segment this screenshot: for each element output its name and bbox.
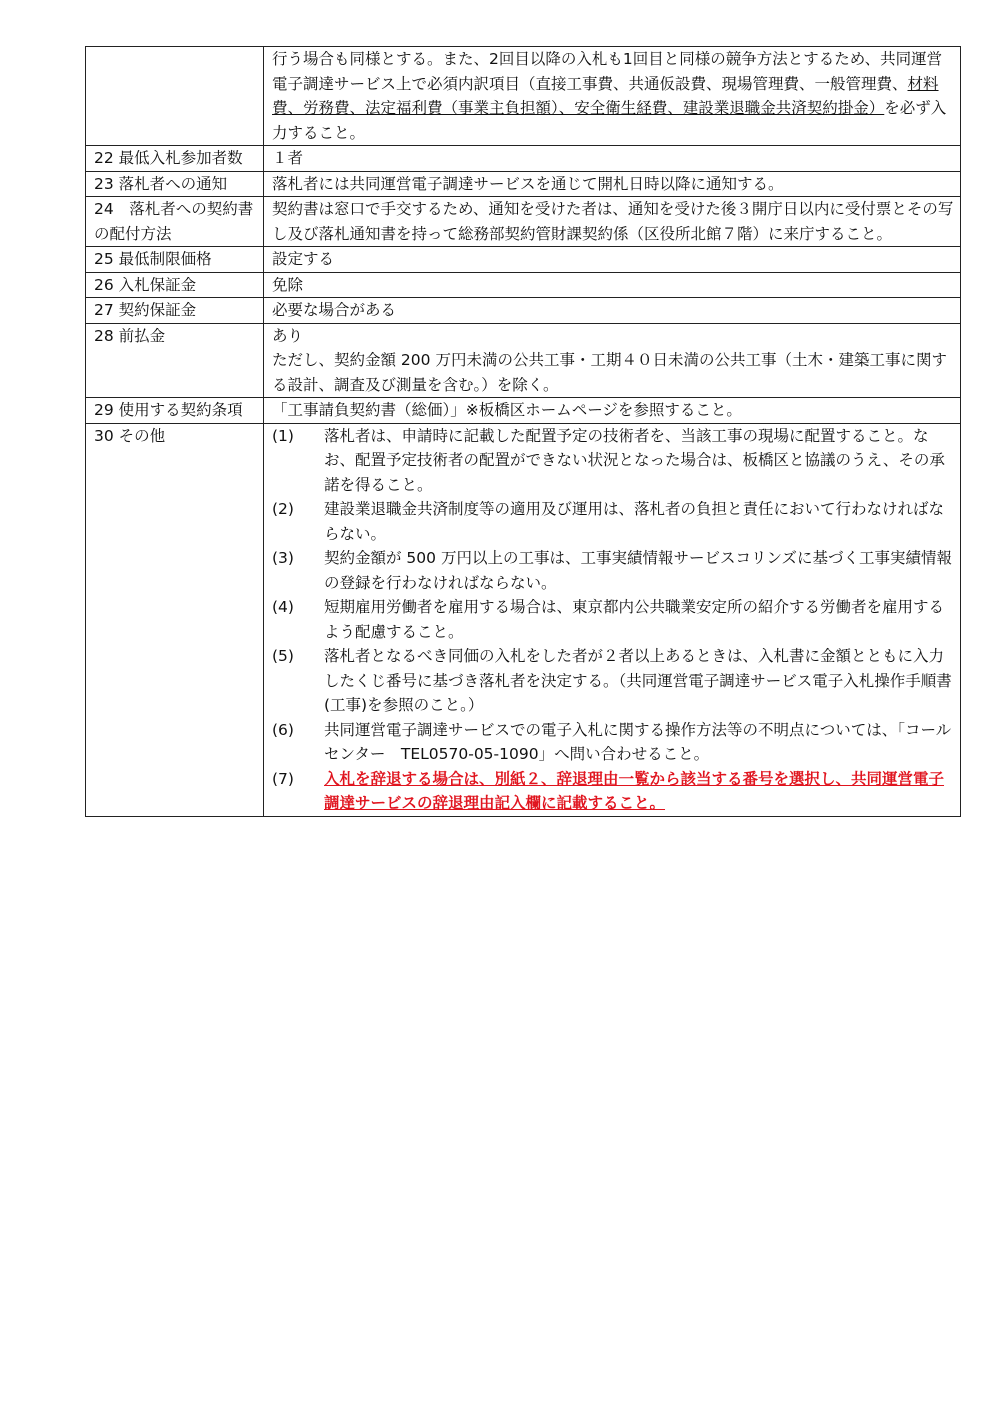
row-label: 28 前払金 — [86, 323, 264, 398]
row-value — [264, 47, 961, 146]
note-number: (7) — [272, 769, 294, 788]
note-text: 建設業退職金共済制度等の適用及び運用は、落札者の負担と責任において行わなければならない。 — [324, 500, 945, 543]
table-row — [86, 272, 961, 298]
row-label: 30 その他 — [86, 423, 264, 816]
row-value: 「工事請負契約書（総価）」※板橋区ホームページを参照すること。 — [264, 398, 961, 424]
row-value — [264, 423, 961, 816]
note-text: 落札者は、申請時に記載した配置予定の技術者を、当該工事の現場に配置すること。なお、配置予定技術者の配置ができない状況となった場合は、板橋区と協議のうえ、その承諾を得ること。 — [324, 426, 945, 494]
row-value: 免除 — [264, 272, 961, 298]
list-item — [272, 424, 954, 498]
list-item — [272, 595, 954, 644]
note-text: 落札者となるべき同価の入札をした者が２者以上あるときは、入札書に金額とともに入力したくじ番号に基づき落札者を決定する。（共同運営電子調達サービス電子入札操作手順書(工事)を参照のこと。） — [324, 647, 952, 714]
other-notes-list — [272, 424, 954, 816]
row-label: 27 契約保証金 — [86, 298, 264, 324]
note-text: 契約金額が 500 万円以上の工事は、工事実績情報サービスコリンズに基づく工事実績情報の登録を行わなければならない。 — [324, 549, 952, 592]
row-label: 26 入札保証金 — [86, 272, 264, 298]
list-item — [272, 718, 954, 767]
prepayment-exception: ただし、契約金額 200 万円未満の公共工事・工期４０日未満の公共工事（土木・建築工事に関する設計、調査及び測量を含む。）を除く。 — [272, 351, 947, 394]
value-text: を必ず入力すること。 — [272, 99, 947, 142]
highlighted-note-text: 入札を辞退する場合は、別紙２、辞退理由一覧から該当する番号を選択し、共同運営電子調達サービスの辞退理由記入欄に記載すること。 — [324, 769, 945, 812]
value-text: 行う場合も同様とする。また、2回目以降の入札も1回目と同様の競争方法とするため、共同運営電子調達サービス上で必須内訳項目（直接工事費、共通仮設費、現場管理費、一般管理費、 — [272, 50, 943, 93]
list-item — [272, 497, 954, 546]
row-label: 23 落札者への通知 — [86, 171, 264, 197]
table-row — [86, 197, 961, 247]
note-number: (4) — [272, 598, 294, 616]
list-item — [272, 644, 954, 718]
table-row — [86, 146, 961, 172]
table-row — [86, 171, 961, 197]
row-value — [264, 323, 961, 398]
prepayment-value: あり — [272, 326, 304, 345]
row-value: 契約書は窓口で手交するため、通知を受けた者は、通知を受けた後３開庁日以内に受付票とその写し及び落札通知書を持って総務部契約管財課契約係（区役所北館７階）に来庁すること。 — [264, 197, 961, 247]
note-number: (6) — [272, 720, 294, 739]
note-number: (2) — [272, 500, 294, 518]
note-text: 共同運営電子調達サービスでの電子入札に関する操作方法等の不明点については、「コールセンター TEL0570-05-1090」へ問い合わせること。 — [324, 720, 952, 763]
table-row — [86, 298, 961, 324]
row-label — [86, 47, 264, 146]
conditions-table — [85, 46, 961, 817]
row-value: 必要な場合がある — [264, 298, 961, 324]
table-row — [86, 247, 961, 273]
note-number: (5) — [272, 647, 294, 665]
table-row — [86, 47, 961, 146]
row-label: 29 使用する契約条項 — [86, 398, 264, 424]
required-items-underlined: 材料費、労務費、法定福利費（事業主負担額）、安全衛生経費、建設業退職金共済契約掛金） — [272, 74, 939, 117]
table-row — [86, 398, 961, 424]
list-item — [272, 546, 954, 595]
table-row — [86, 423, 961, 816]
row-value: １者 — [264, 146, 961, 172]
row-value: 落札者には共同運営電子調達サービスを通じて開札日時以降に通知する。 — [264, 171, 961, 197]
list-item — [272, 767, 954, 816]
note-number: (3) — [272, 549, 294, 567]
row-label: 22 最低入札参加者数 — [86, 146, 264, 172]
note-number: (1) — [272, 426, 294, 445]
row-label: 25 最低制限価格 — [86, 247, 264, 273]
row-label: 24 落札者への契約書の配付方法 — [86, 197, 264, 247]
note-text: 短期雇用労働者を雇用する場合は、東京都内公共職業安定所の紹介する労働者を雇用するよう配慮すること。 — [324, 598, 945, 641]
row-value: 設定する — [264, 247, 961, 273]
table-row — [86, 323, 961, 398]
